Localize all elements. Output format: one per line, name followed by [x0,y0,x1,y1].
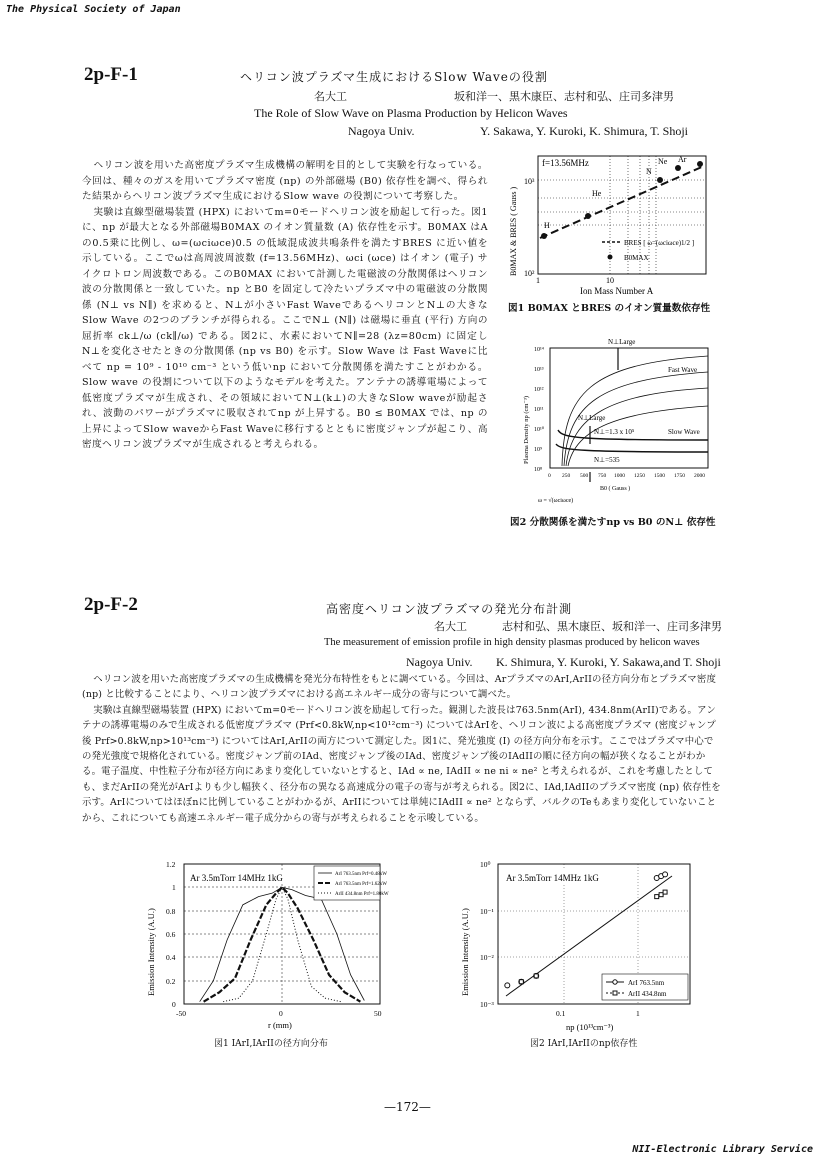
fig4-density-chart [456,856,700,1036]
fig2-xtick: 1750 [674,473,685,479]
fig4-yticks [480,860,494,1009]
paper2-jauthors: 志村和弘、黒木康臣、坂和洋一、庄司多津男 [502,620,722,633]
fig1-label-n: N [646,167,652,176]
fig2-xlabel: B0 ( Gauss ) [600,486,631,492]
fig1-label-h: H [544,221,550,230]
fig2-xtick: 750 [598,473,607,479]
paper1-jtitle: ヘリコン波プラズマ生成におけるSlow Waveの役割 [240,70,548,84]
fig1-xtick-10: 10 [606,276,614,285]
paper2-eauthors: K. Shimura, Y. Kuroki, Y. Sakawa,and T. Shoji [496,655,721,669]
fig4-inset: Ar 3.5mTorr 14MHz 1kG [506,873,599,883]
paper2-body [82,672,722,826]
fig3-ytick: 0 [172,1000,176,1009]
fig1-ytick-100: 10² [524,269,535,278]
fig4-legend-0: ArI 763.5nm [628,979,665,987]
fig2-ytick: 10¹¹ [534,407,544,413]
paper1-eauthors: Y. Sakawa, Y. Kuroki, K. Shimura, T. Shoji [480,124,689,138]
fig1-frame [538,156,706,274]
fig4-point-1-4 [663,890,667,894]
fig2-ytick: 10¹² [534,387,544,393]
fig1-bres-line [540,166,704,238]
fig2-xtick: 500 [580,473,589,479]
page-number: —172— [384,1100,431,1114]
fig3-ytick: 1.2 [166,860,176,869]
fig4-point-0-5 [663,872,668,877]
fig2-xtick: 0 [548,473,551,479]
fig3-xtick-m50: -50 [176,1009,186,1018]
fig4-points-group [505,872,668,988]
paper1-body [82,158,488,453]
paper1-jaffil: 名大工 [314,90,347,103]
fig1-label-ne: Ne [658,157,668,166]
fig1-legend-dot: B0MAX [624,254,649,262]
fig2-xtick: 250 [562,473,571,479]
paper1-code: 2p-F-1 [84,64,138,85]
fig4-point-1-2 [655,895,659,899]
fig3-ytick: 1 [172,883,176,892]
fig2-yticks [534,347,545,473]
fig2-ytick: 10⁸ [534,467,543,473]
fig4-ytick: 10⁰ [480,860,491,869]
fig4-xtick-1: 1 [636,1009,640,1018]
fig4-legend-marker-0 [613,980,617,984]
paper2-fig2-caption: 図2 IArI,IArIIのnp依存性 [530,1039,638,1049]
fig4-xtick-01: 0.1 [556,1009,566,1018]
fig3-ytick: 0.4 [166,953,176,962]
paper1-para2: 実験は直線型磁場装置 (HPX) においてm=0モードヘリコン波を励起して行った。図1に、np が最大となる外部磁場B0MAX のイオン質量数 (A) 依存性を示す。B0MAX はAの0.5乗に比例し、ω=(ωciωce)0.5 の低域混成波共鳴条件を満たすBRES に近い値を示している。ここでωは高周波周波数 (f=13.56MHz)、ωci (ωce) はイオン (電子) サイクロトロン周波数である。このB0MAX において計測した電磁波の分散関係はヘリコン波の分散関係と一致していた。np とB0 を固定して冷たいプラズマ中の電磁波の分散関係 (N⊥ vs N∥) を求めると、N⊥が小さいFast WaveであるヘリコンとN⊥の大きなSlow Wave の2つのブランチが得られる。ここでN⊥ (N∥) は磁場に垂直 (平行) 方向の屈折率 ck⊥/ω (ck∥/ω) である。図2に、水素においてN∥=28 (λz=80cm) に固定しN⊥を変化させたときの分散関係 (np vs B0) を示す。Slow Wave は Fast Waveに比べて np = 10⁹ - 10¹⁰ cm⁻³ という低いnp において分散関係を満たすことがわかる。Slow wave の役割について以下のようなモデルを考えた。アンテナの誘導電場によって低密度プラズマが生成され、その領域においてN⊥(k⊥)の大きなSlow waveが励起され、波動のパワーがプラズマに吸収されてnp が上昇する。B0 ≤ B0MAX では、np の上昇によってSlow waveからFast Waveに移行するとともに密度ジャンプが起こり、高密度ヘリコン波プラズマが生成されると考えられる。 [82,206,488,450]
paper2-fig1-caption: 図1 IArI,IArIIの径方向分布 [214,1039,328,1049]
paper2-eaffil: Nagoya Univ. [406,655,473,669]
paper1-jauthors: 坂和洋一、黒木康臣、志村和弘、庄司多津男 [454,90,674,103]
paper2-jtitle: 高密度ヘリコン波プラズマの発光分布計測 [326,602,573,616]
fig4-point-1-0 [519,980,523,984]
fig2-xtick: 1500 [654,473,665,479]
fig2-label-fast: Fast Wave [668,366,698,374]
paper2-jaffil: 名大工 [434,620,467,633]
fig2-dispersion-chart [518,334,714,510]
paper1-fig2-caption: 図2 分散関係を満たすnp vs B0 のN⊥ 依存性 [510,517,716,528]
fig2-ytick: 10¹⁴ [534,347,544,353]
fig3-radial-chart [140,856,396,1036]
paper2-etitle: The measurement of emission profile in high density plasmas produced by helicon waves [324,637,700,648]
fig2-xtick: 1000 [614,473,625,479]
paper2-para2: 実験は直線型磁場装置 (HPX) においてm=0モードヘリコン波を励起して行った。観測した波長は763.5nm(ArI), 434.8nm(ArII)である。アンテナの誘導電場のみで生成される低密度プラズマ (Prf<0.8kW,np<10¹²cm⁻³) についてはArIを、ヘリコン波による高密度プラズマ (密度ジャンプ後 Prf>0.8kW,np>10¹³cm⁻³) についてはArI,ArIIの両方について測定した。図1に、発光強度 (I) の径方向分布を示す。ここではプラズマ中心での発光強度で規格化されている。密度ジャンプ前のIAd、密度ジャンプ後のIAd、密度ジャンプ後のIAdIIの順に径方向の幅が狭くなることがわかる。電子温度、中性粒子分布が径方向にあまり変化していないとすると、IAd ∝ ne, IAdII ∝ ne ni ∝ ne² と考えられるが、これを考慮したとしても、まだArIIの発光がArIよりも少し幅狭く、径分布の異なる高速成分の電子の寄与が考えられる。図2に、IAd,IAdIIのプラズマ密度 (np) 依存性を示す。ArIについてはほぼnに比例していることがわかるが、ArIIについては単純にIAdII ∝ ne² とならず、バルクのTeもあまり変化していないことから、これについても高速エネルギー電子成分からの寄与が考えられることを示唆している。 [82,704,721,824]
fig4-legend-1: ArII 434.8nm [628,990,667,998]
fig3-xtick-0: 0 [279,1009,283,1018]
fig3-xlabel: r (mm) [268,1020,292,1030]
fig1-xtick-1: 1 [536,276,540,285]
fig3-ytick: 0.2 [166,977,176,986]
fig1-legend-dot-swatch [608,255,613,260]
fig1-xlabel: Ion Mass Number A [580,286,654,296]
library-footer: NII-Electronic Library Service [632,1144,813,1155]
fig2-label-n535: N⊥=535 [594,456,620,464]
fig3-legend-2: ArII 434.8nm Prf=1.80kW [335,892,389,897]
paper2-para1: ヘリコン波を用いた高密度プラズマの生成機構を発光分布特性をもとに調べている。今回は、ArプラズマのArI,ArIIの径方向分布とプラズマ密度 (np) と比較することにより、ヘリコン波プラズマにおける高エネルギー成分の寄与について調べた。 [82,674,717,701]
fig4-xlabel: np (10¹³cm⁻³) [566,1022,614,1032]
fig1-label-he: He [592,189,602,198]
fig4-ylabel: Emission Intensity (A.U.) [460,908,470,996]
fig1-freq: f=13.56MHz [542,158,589,168]
fig1-point-ne [675,165,681,171]
fig4-point-1-1 [534,974,538,978]
fig4-point-0-0 [505,983,510,988]
paper1-fig1-caption: 図1 B0MAX とBRES のイオン質量数依存性 [508,303,711,314]
fig1-legend-line: BRES [ ω=(ωciωce)1/2 ] [624,239,695,247]
paper1-etitle: The Role of Slow Wave on Plasma Production by Helicon Waves [254,106,568,120]
fig1-ytick-1000: 10³ [524,177,535,186]
fig2-xtick: 1250 [634,473,645,479]
fig2-xticks [548,473,705,479]
fig2-ytick: 10¹³ [534,367,544,373]
fig3-ytick: 0.8 [166,907,176,916]
fig1-point-h [541,233,547,239]
fig2-ytick: 10⁹ [534,447,543,453]
fig1-label-ar: Ar [678,155,687,164]
fig2-label-nlarge1: N⊥Large [608,338,636,346]
paper1-para1: ヘリコン波を用いた高密度プラズマ生成機構の解明を目的として実験を行なっている。今回は、種々のガスを用いてプラズマ密度 (np) の外部磁場 (B0) 依存性を調べ、得られた結果からヘリコン波プラズマ生成におけるSlow wave の役割について考察した。 [82,160,488,202]
fig3-inset: Ar 3.5mTorr 14MHz 1kG [190,873,283,883]
fig4-ytick: 10⁻³ [480,1000,494,1009]
fig2-ylabel: Plasma Density np (cm⁻³) [523,395,530,464]
fig2-xtick: 2000 [694,473,705,479]
paper1-eaffil: Nagoya Univ. [348,124,415,138]
fig3-ytick: 0.6 [166,930,176,939]
fig2-label-nlarge2: N⊥Large [578,414,606,422]
fig3-yticks [166,860,176,1009]
fig2-label-slow: Slow Wave [668,428,700,436]
fig1-point-he [585,213,591,219]
fig4-ytick: 10⁻¹ [480,907,494,916]
fig3-legend-0: ArI 763.5nm Prf=0.48kW [335,872,387,877]
fig2-ytick: 10¹⁰ [534,427,545,433]
fig1-ylabel: B0MAX & BRES ( Gauss ) [509,186,518,276]
fig3-xtick-50: 50 [374,1009,382,1018]
fig4-legend-marker-1 [613,991,617,995]
fig2-omega: ω = √(ωciωce) [538,498,574,504]
fig1-point-ar [697,161,703,167]
fig3-legend-1: ArI 763.5nm Prf=1.62kW [335,882,387,887]
fig4-ytick: 10⁻² [480,953,494,962]
paper2-code: 2p-F-2 [84,594,138,615]
fig3-ylabel: Emission Intensity (A.U.) [146,908,156,996]
fig1-point-n [657,177,663,183]
fig2-label-n13e5: N⊥=1.3 x 10⁵ [594,428,635,436]
fig1-grid [538,156,706,274]
fig4-point-1-3 [659,893,663,897]
fig1-bmax-chart [506,150,712,298]
society-header: The Physical Society of Japan [6,4,181,15]
